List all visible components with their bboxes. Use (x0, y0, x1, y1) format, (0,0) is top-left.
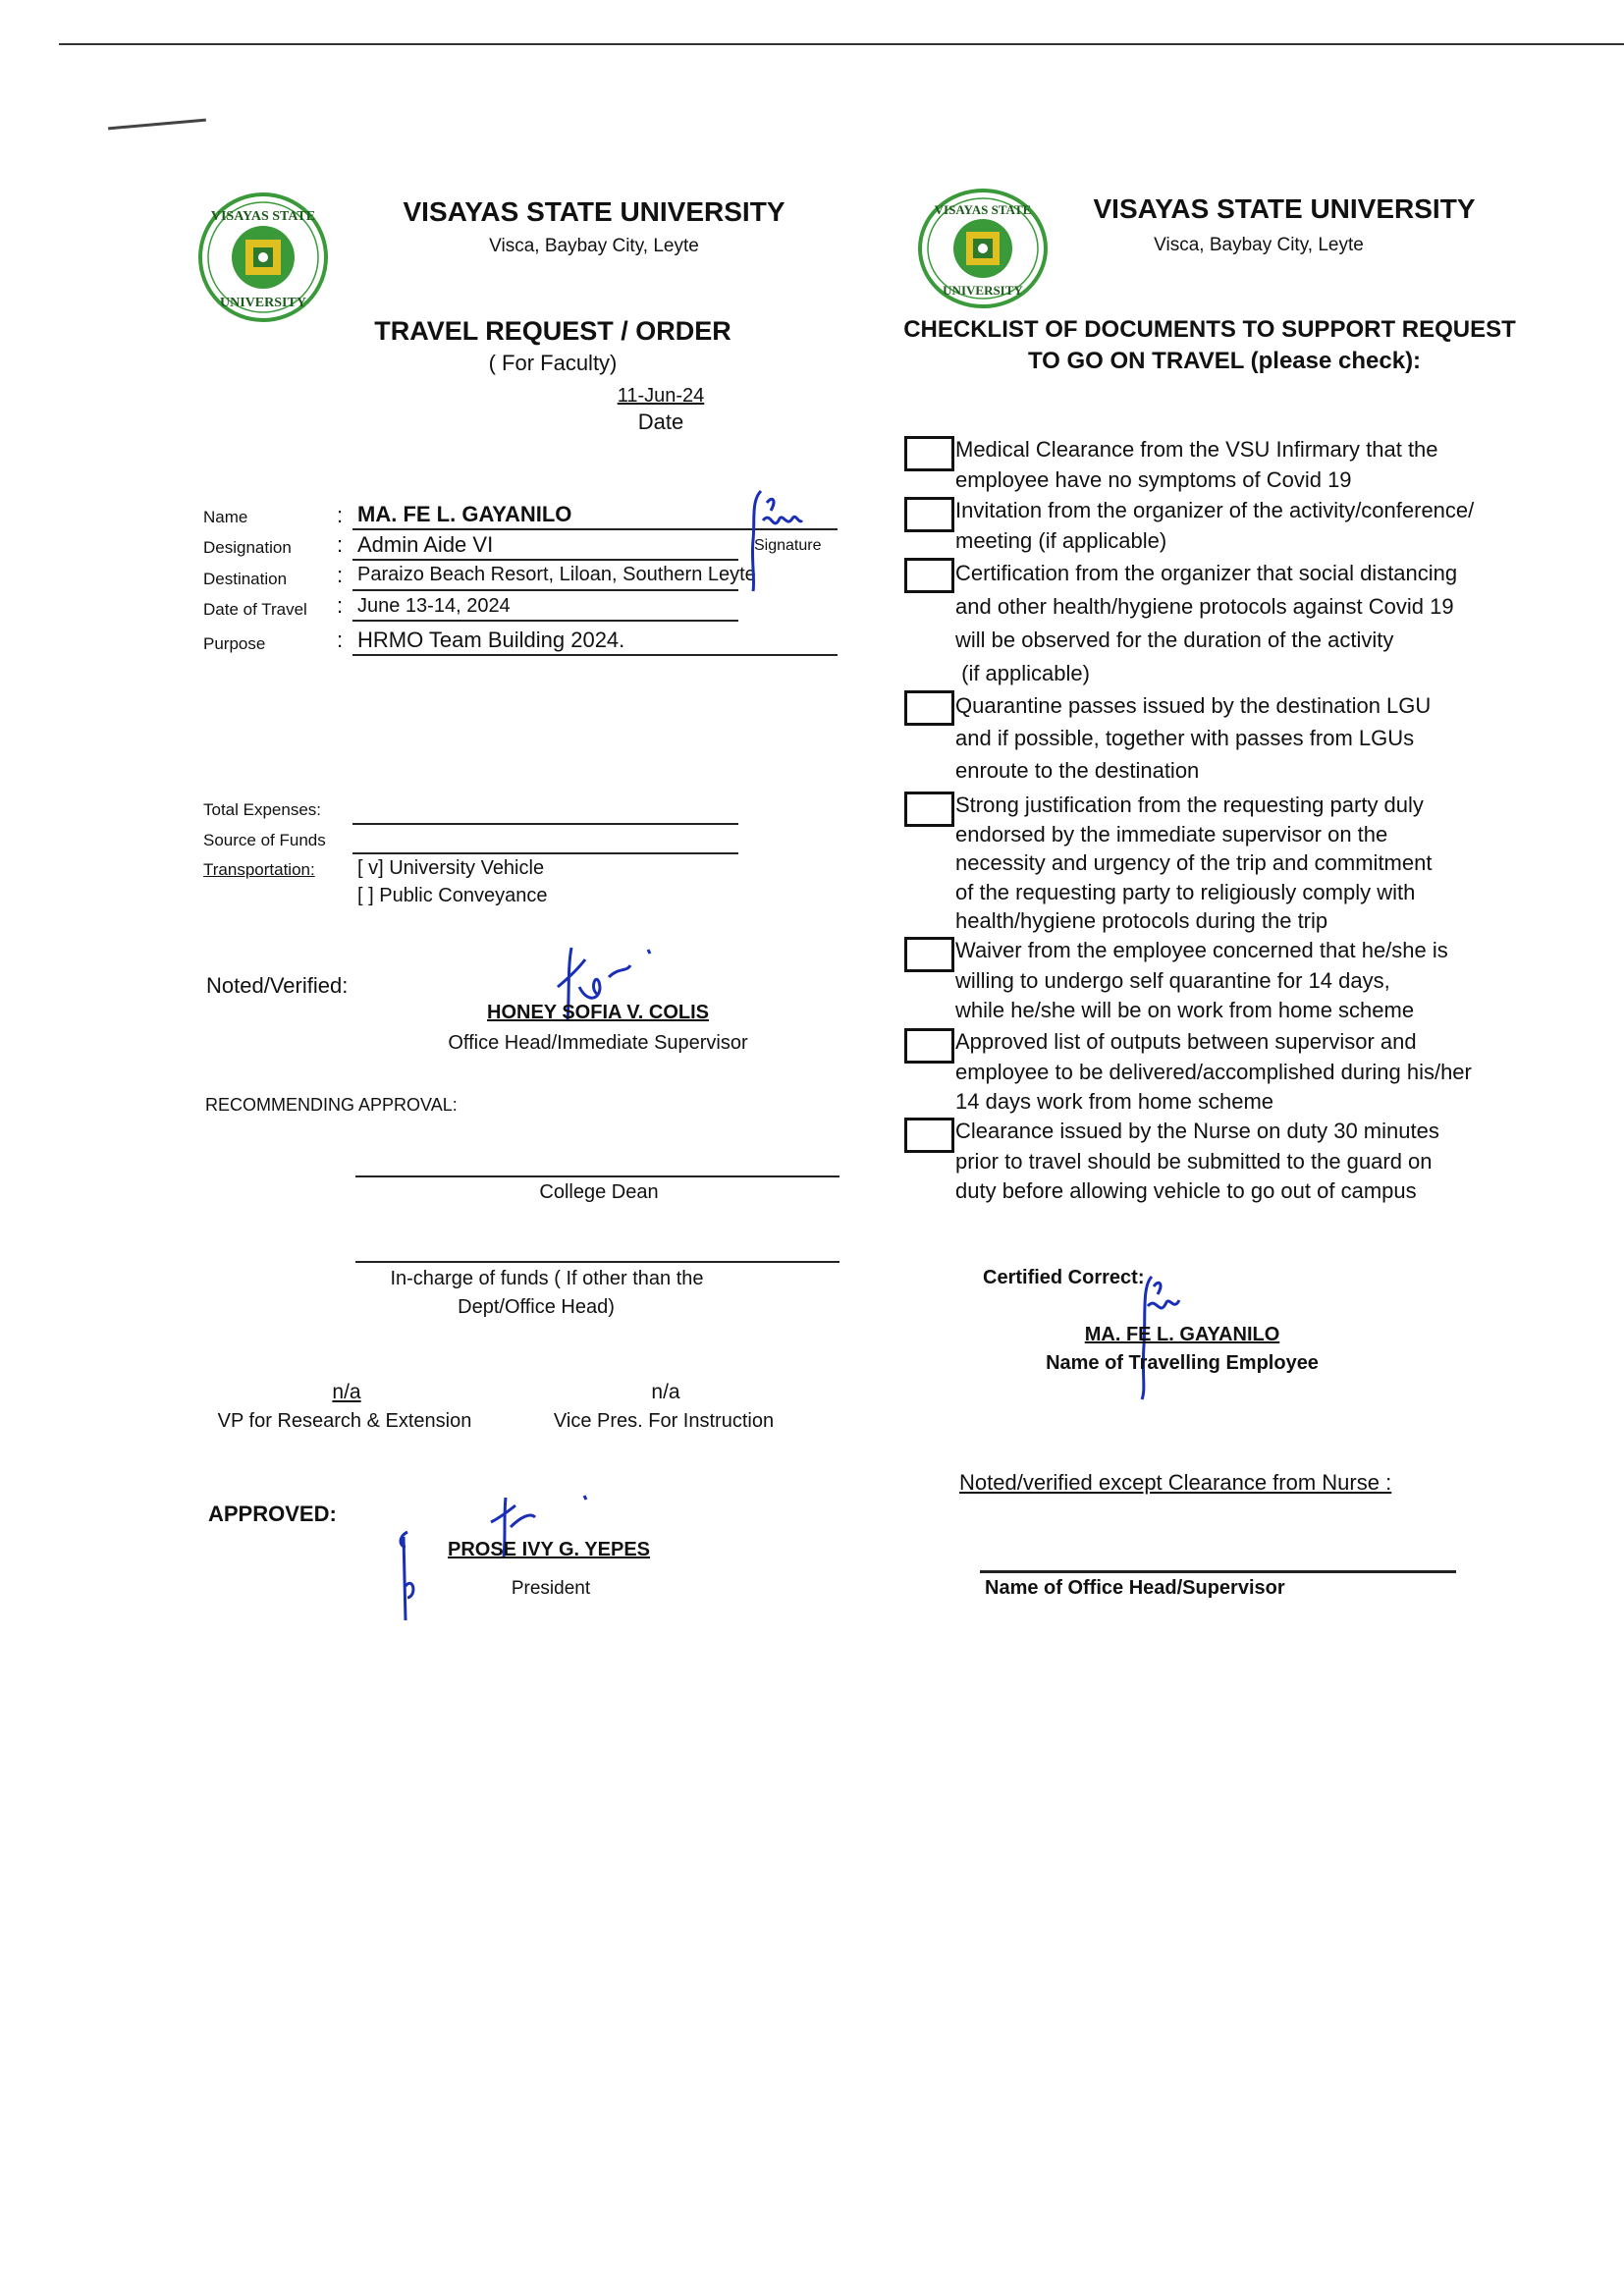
transport-option-university-vehicle[interactable]: [ v] University Vehicle (357, 857, 545, 879)
scan-top-edge (59, 43, 1624, 45)
employee-title: Name of Travelling Employee (1046, 1352, 1319, 1374)
field-label: Designation (203, 538, 292, 557)
colon: : (337, 532, 344, 557)
employee-name: MA. FE L. GAYANILO (1084, 1324, 1280, 1345)
university-name: VISAYAS STATE UNIVERSITY (403, 196, 785, 227)
vp-research-value: n/a (332, 1381, 361, 1403)
field-underline (352, 620, 738, 622)
office-head-label: Name of Office Head/Supervisor (985, 1577, 1285, 1599)
signature-label: Signature (754, 537, 822, 554)
university-address: Visca, Baybay City, Leyte (489, 236, 699, 256)
field-value[interactable]: MA. FE L. GAYANILO (357, 502, 572, 526)
checkbox-nurse-clearance[interactable] (904, 1118, 954, 1153)
president-title: President (511, 1578, 591, 1599)
field-label: Destination (203, 570, 288, 588)
checkbox-waiver[interactable] (904, 937, 954, 972)
checklist-item-waiver: Waiver from the employee concerned that he/she is willing to undergo self quarantine for 14 days, while he/she will be on work from home scheme (955, 938, 1448, 1022)
university-seal-logo (196, 191, 330, 324)
colon: : (337, 628, 344, 652)
checkbox-strong-justification[interactable] (904, 792, 954, 827)
supervisor-name: HONEY SOFIA V. COLIS (487, 1002, 709, 1023)
svg-text:VISAYAS STATE: VISAYAS STATE (934, 202, 1032, 217)
transport-option-public-conveyance[interactable]: [ ] Public Conveyance (357, 885, 548, 906)
field-value[interactable]: HRMO Team Building 2024. (357, 628, 625, 652)
colon: : (337, 593, 344, 618)
office-head-signature-line[interactable] (980, 1570, 1456, 1573)
transportation-label: Transportation: (203, 860, 315, 879)
incharge-funds-label-2: Dept/Office Head) (458, 1296, 615, 1318)
noted-verified-label: Noted/Verified: (206, 973, 349, 998)
checklist-item-quarantine-passes: Quarantine passes issued by the destination LGU and if possible, together with passes from LGUs enroute to the destination (955, 693, 1432, 783)
checklist-title-line-2: TO GO ON TRAVEL (please check): (1027, 348, 1422, 374)
supervisor-title: Office Head/Immediate Supervisor (448, 1032, 748, 1054)
field-underline (352, 654, 838, 656)
president-name: PROSE IVY G. YEPES (447, 1539, 651, 1560)
form-subtitle: ( For Faculty) (488, 351, 618, 375)
incharge-funds-label-1: In-charge of funds ( If other than the (390, 1268, 704, 1289)
source-of-funds-line[interactable] (352, 852, 738, 854)
checklist-item-strong-justification: Strong justification from the requesting party duly endorsed by the immediate supervisor on the necessity and urgency of the trip and commitment of the requesting party to religiously comply with health/hygiene protocols during the trip (955, 792, 1433, 933)
date-label: Date (637, 410, 684, 434)
svg-text:UNIVERSITY: UNIVERSITY (943, 283, 1023, 298)
checklist-title-line-1: CHECKLIST OF DOCUMENTS TO SUPPORT REQUEST (903, 316, 1516, 343)
field-underline (352, 559, 738, 561)
checklist-item-medical-clearance: Medical Clearance from the VSU Infirmary that the employee have no symptoms of Covid 19 (955, 437, 1438, 492)
colon: : (337, 563, 344, 587)
form-title: TRAVEL REQUEST / ORDER (374, 316, 731, 346)
recommending-approval-label: RECOMMENDING APPROVAL: (205, 1095, 458, 1115)
approved-label: APPROVED: (208, 1502, 337, 1526)
university-seal-logo (916, 187, 1050, 310)
colon: : (337, 503, 344, 527)
field-label: Name (203, 508, 248, 526)
checkbox-quarantine-passes[interactable] (904, 690, 954, 726)
college-dean-label: College Dean (539, 1181, 659, 1203)
certified-correct-label: Certified Correct: (983, 1267, 1145, 1288)
incharge-funds-signature-line[interactable] (355, 1261, 839, 1263)
applicant-signature (741, 481, 820, 599)
checkbox-certification[interactable] (904, 558, 954, 593)
checklist-item-approved-outputs: Approved list of outputs between supervisor and employee to be delivered/accomplished during his/her 14 days work from home scheme (955, 1029, 1472, 1114)
field-underline (352, 589, 738, 591)
svg-text:UNIVERSITY: UNIVERSITY (220, 296, 306, 310)
university-name: VISAYAS STATE UNIVERSITY (1093, 193, 1476, 224)
field-label: Date of Travel (203, 600, 307, 619)
vp-instruction-value: n/a (651, 1381, 680, 1403)
checklist-item-certification: Certification from the organizer that social distancing and other health/hygiene protocols against Covid 19 will be observed for the duration of the activity (if applicable) (955, 561, 1458, 685)
checkbox-approved-outputs[interactable] (904, 1028, 954, 1064)
vp-research-label: VP for Research & Extension (217, 1410, 472, 1432)
noted-except-label: Noted/verified except Clearance from Nurse : (959, 1470, 1392, 1495)
source-of-funds-label: Source of Funds (203, 831, 326, 849)
date-value: 11-Jun-24 (617, 385, 705, 407)
field-value[interactable]: June 13-14, 2024 (357, 595, 511, 617)
college-dean-signature-line[interactable] (355, 1175, 839, 1177)
field-value[interactable]: Paraizo Beach Resort, Liloan, Southern Leyte (357, 564, 756, 585)
vp-instruction-label: Vice Pres. For Instruction (553, 1410, 775, 1432)
svg-text:VISAYAS STATE: VISAYAS STATE (210, 209, 316, 224)
university-address: Visca, Baybay City, Leyte (1154, 235, 1364, 255)
checkbox-medical-clearance[interactable] (904, 436, 954, 471)
checkbox-invitation[interactable] (904, 497, 954, 532)
total-expenses-label: Total Expenses: (203, 800, 322, 819)
total-expenses-line[interactable] (352, 823, 738, 825)
checklist-item-nurse-clearance: Clearance issued by the Nurse on duty 30 minutes prior to travel should be submitted to the guard on duty before allowing vehicle to go out of campus (955, 1119, 1439, 1203)
field-value[interactable]: Admin Aide VI (357, 532, 494, 557)
checklist-item-invitation: Invitation from the organizer of the activity/conference/ meeting (if applicable) (955, 498, 1475, 553)
field-label: Purpose (203, 634, 266, 653)
pen-mark (108, 119, 206, 131)
